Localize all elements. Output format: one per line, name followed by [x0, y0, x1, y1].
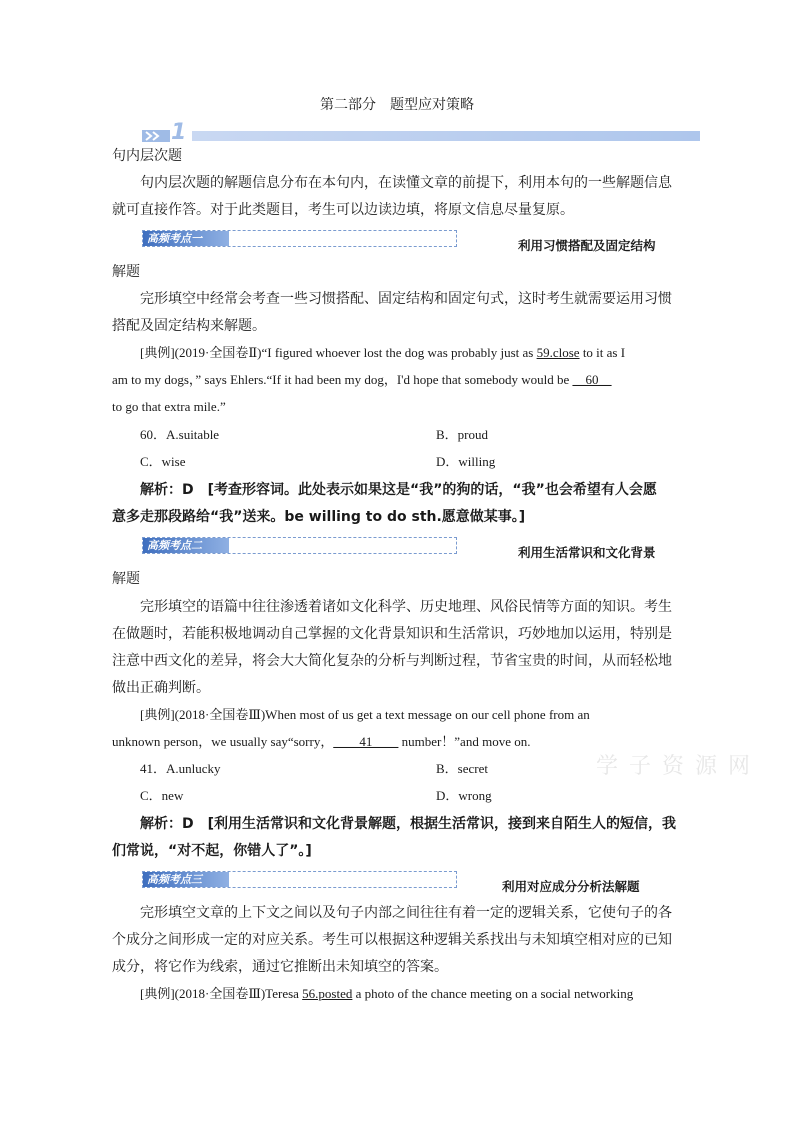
kp2-option-a: 41．A.unlucky	[140, 761, 221, 776]
kp2-blank-41: ____41____	[333, 734, 399, 749]
kp1-example-line-3: to go that extra mile.”	[112, 399, 226, 414]
kp1-option-b: B．proud	[436, 427, 489, 442]
kp1-example-text: am to my dogs，” says Ehlers.“If it had been my dog，I'd hope that somebody would be	[112, 372, 573, 387]
section-bar	[142, 127, 700, 143]
kp2-tag: 高频考点二	[143, 538, 229, 553]
kp1-analysis-1: 解析：D [考查形容词。此处表示如果这是“我”的狗的话，“我”也会希望有人会愿	[140, 482, 657, 498]
kp2-title: 利用生活常识和文化背景	[518, 545, 656, 560]
kp3-example-text: a photo of the chance meeting on a social networking	[352, 986, 634, 1001]
kp2-option-b: B．secret	[436, 761, 488, 776]
kp1-example-text: to it as I	[579, 345, 626, 360]
kp2-desc-3: 注意中西文化的差异，将会大大简化复杂的分析与判断过程，节省宝贵的时间，从而轻松地	[112, 653, 672, 669]
section-intro-2: 就可直接作答。对于此类题目，考生可以边读边填，将原文信息尽量复原。	[112, 202, 574, 218]
kp3-desc-3: 成分，将它作为线索，通过它推断出未知填空的答案。	[112, 959, 448, 975]
kp2-example-line-1: [典例](2018·全国卷Ⅲ)When most of us get a text message on our cell phone from an	[140, 707, 590, 722]
kp1-analysis-2: 意多走那段路给“我”送来。be willing to do sth.愿意做某事。]	[112, 509, 526, 525]
kp3-desc-1: 完形填空文章的上下文之间以及句子内部之间往往有着一定的逻辑关系，它使句子的各	[140, 905, 672, 921]
kp1-desc-2: 搭配及固定结构来解题。	[112, 318, 266, 334]
kp3-desc-2: 个成分之间形成一定的对应关系。考生可以根据这种逻辑关系找出与未知填空相对应的已知	[112, 932, 672, 948]
section-title: 句内层次题	[112, 148, 182, 164]
kp1-tag: 高频考点一	[143, 231, 229, 246]
kp1-answer-59: 59.close	[536, 345, 580, 360]
kp2-desc-4: 做出正确判断。	[112, 680, 210, 696]
kp3-example-line-1	[140, 985, 633, 1003]
kp1-desc-1: 完形填空中经常会考查一些习惯搭配、固定结构和固定句式，这时考生就需要运用习惯	[140, 291, 672, 307]
kp2-box	[142, 537, 457, 554]
section-intro-1: 句内层次题的解题信息分布在本句内，在读懂文章的前提下，利用本句的一些解题信息	[140, 175, 672, 191]
kp2-desc-2: 在做题时，若能积极地调动自己掌握的文化背景知识和生活常识，巧妙地加以运用，特别是	[112, 626, 672, 642]
kp2-desc-1: 完形填空的语篇中往往渗透着诸如文化科学、历史地理、风俗民情等方面的知识。考生	[140, 599, 672, 615]
kp1-example-line-1	[140, 344, 625, 362]
kp3-title: 利用对应成分分析法解题	[502, 879, 640, 894]
kp2-title-cont: 解题	[112, 571, 140, 587]
kp2-analysis-1: 解析：D [利用生活常识和文化背景解题，根据生活常识，接到来自陌生人的短信，我	[140, 816, 677, 832]
kp2-analysis-2: 们常说，“对不起，你错人了”。]	[112, 843, 312, 859]
kp1-option-d: D．willing	[436, 454, 496, 469]
kp3-example-text: [典例](2018·全国卷Ⅲ)Teresa	[140, 986, 303, 1001]
kp3-tag: 高频考点三	[143, 872, 229, 887]
kp2-example-line-2	[112, 733, 530, 751]
kp1-title: 利用习惯搭配及固定结构	[518, 238, 656, 253]
part-title: 第二部分 题型应对策略	[320, 97, 474, 113]
kp2-option-d: D．wrong	[436, 788, 492, 803]
kp1-example-line-2	[112, 371, 612, 389]
kp1-blank-60: __60__	[572, 372, 612, 387]
kp1-box	[142, 230, 457, 247]
kp1-option-a: 60．A.suitable	[140, 427, 220, 442]
kp1-option-c: C．wise	[140, 454, 186, 469]
kp2-option-c: C．new	[140, 788, 184, 803]
kp3-answer-56: 56.posted	[302, 986, 353, 1001]
kp1-example-text: [典例](2019·全国卷Ⅱ)“I figured whoever lost the dog was probably just as	[140, 345, 537, 360]
kp2-example-text: number！”and move on.	[398, 734, 531, 749]
kp1-title-cont: 解题	[112, 264, 140, 280]
section-number: 1	[171, 120, 187, 145]
kp2-example-text: unknown person，we usually say“sorry，	[112, 734, 334, 749]
watermark: 学 子 资 源 网	[596, 754, 752, 779]
kp3-box	[142, 871, 457, 888]
